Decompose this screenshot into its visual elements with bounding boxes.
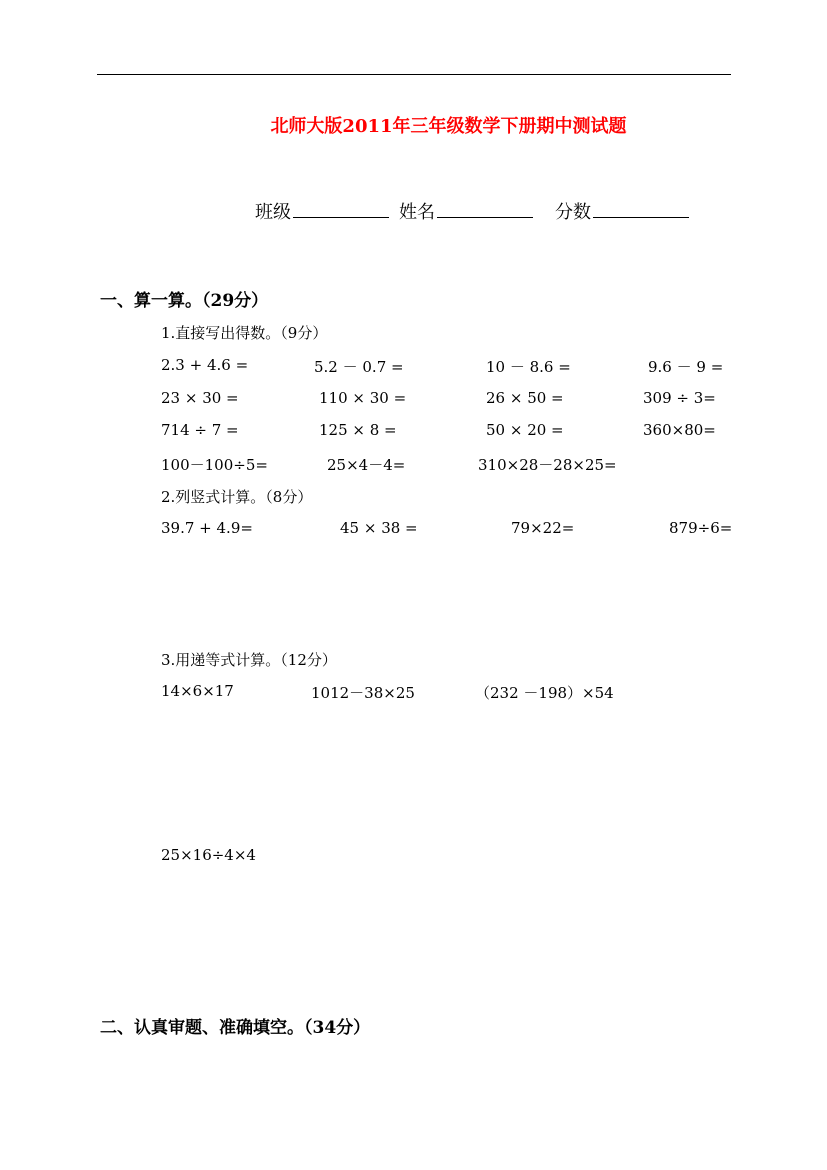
student-info-row: [255, 198, 689, 224]
calc-item: 9.6 － 9 =: [648, 358, 724, 376]
part2-heading: 2.列竖式计算。（8分）: [161, 488, 313, 506]
calc-item: 100－100÷5=: [161, 456, 268, 474]
calc-item: 360×80=: [643, 421, 716, 439]
name-blank[interactable]: [437, 199, 533, 218]
class-field[interactable]: [255, 198, 389, 224]
score-field[interactable]: [555, 198, 689, 224]
vertical-calc-item: 39.7 + 4.9=: [161, 519, 253, 537]
calc-item: 714 ÷ 7 =: [161, 421, 239, 439]
calc-item: 5.2 － 0.7 =: [314, 358, 404, 376]
document-title: 北师大版2011年三年级数学下册期中测试题: [270, 116, 627, 137]
section1-heading: 一、算一算。（29分）: [100, 291, 269, 311]
calc-item: 50 × 20 =: [486, 421, 564, 439]
stepwise-calc-item: 25×16÷4×4: [161, 846, 256, 864]
name-label: 姓名: [399, 202, 435, 223]
calc-item: 25×4－4=: [327, 456, 406, 474]
part3-heading: 3.用递等式计算。（12分）: [161, 651, 337, 669]
calc-item: 2.3 + 4.6 =: [161, 356, 249, 374]
calc-item: 26 × 50 =: [486, 389, 564, 407]
calc-item: 23 × 30 =: [161, 389, 239, 407]
stepwise-calc-item: 1012－38×25: [311, 684, 415, 702]
part1-heading: 1.直接写出得数。（9分）: [161, 324, 328, 342]
name-field[interactable]: [399, 198, 533, 224]
vertical-calc-item: 879÷6=: [669, 519, 733, 537]
vertical-calc-item: 79×22=: [511, 519, 575, 537]
score-blank[interactable]: [593, 199, 689, 218]
header-rule: [97, 74, 731, 75]
calc-item: 309 ÷ 3=: [643, 389, 716, 407]
stepwise-calc-item: 14×6×17: [161, 682, 234, 700]
stepwise-calc-item: （232 －198）×54: [475, 684, 614, 702]
score-label: 分数: [555, 202, 591, 223]
class-blank[interactable]: [293, 199, 389, 218]
calc-item: 310×28－28×25=: [478, 456, 617, 474]
class-label: 班级: [255, 202, 291, 223]
calc-item: 125 × 8 =: [319, 421, 397, 439]
calc-item: 10 － 8.6 =: [486, 358, 571, 376]
calc-item: 110 × 30 =: [319, 389, 407, 407]
vertical-calc-item: 45 × 38 =: [340, 519, 418, 537]
section2-heading: 二、认真审题、准确填空。（34分）: [100, 1018, 371, 1038]
